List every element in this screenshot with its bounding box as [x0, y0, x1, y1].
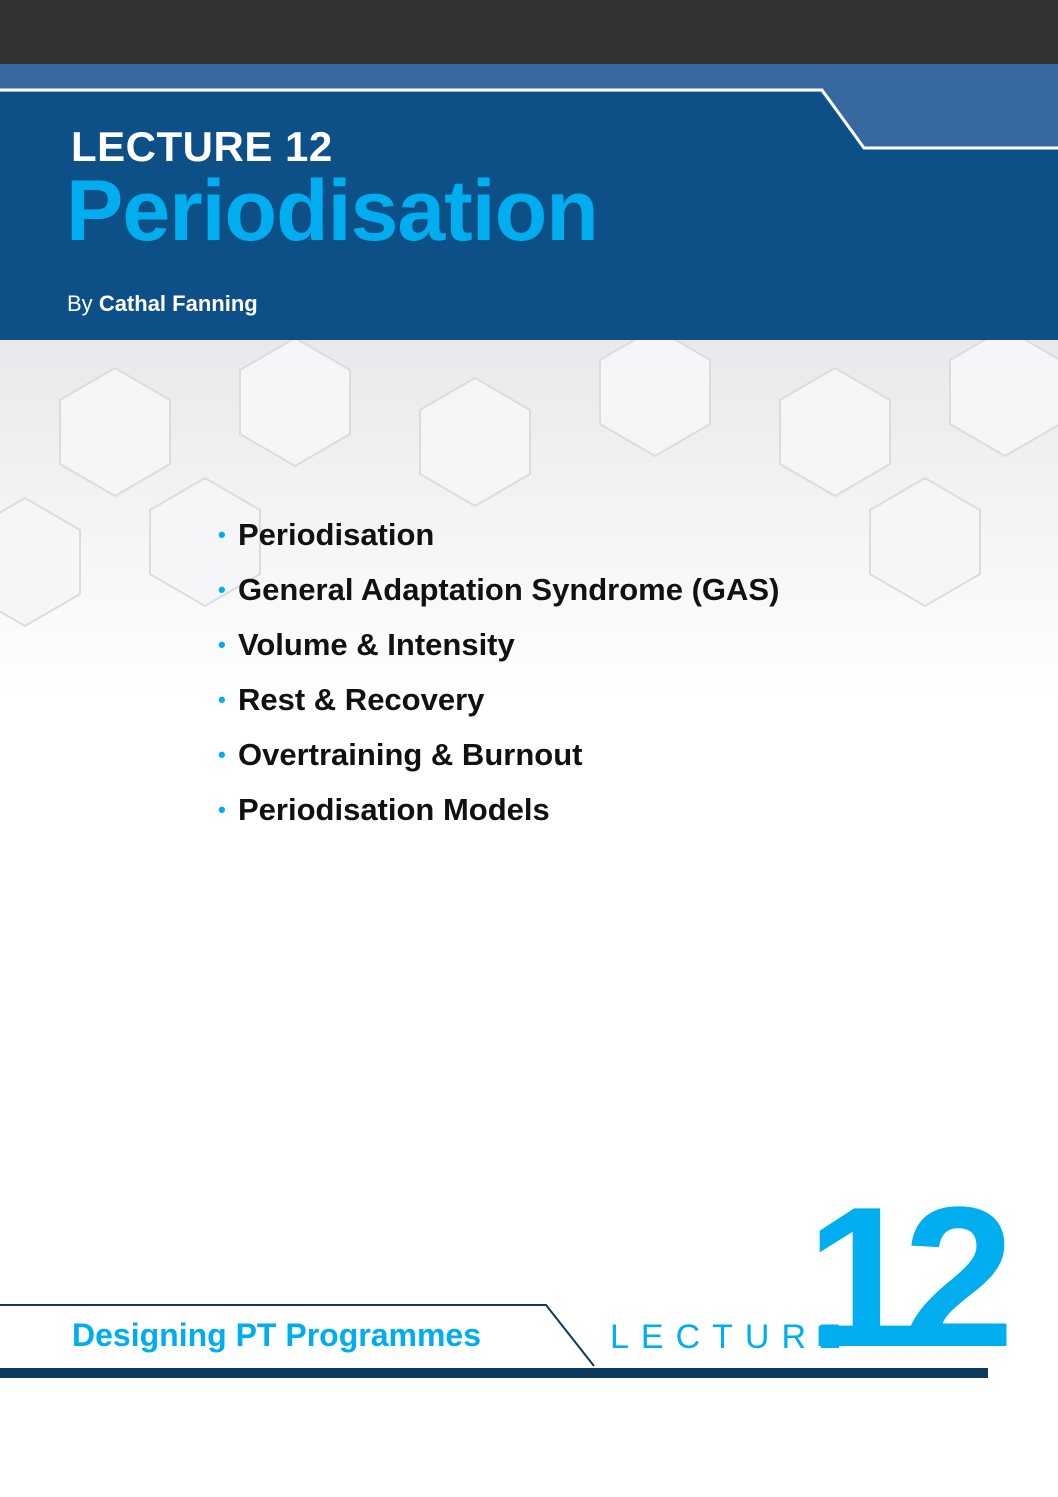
bullet-icon: •	[218, 576, 226, 602]
bullet-icon: •	[218, 521, 226, 547]
bullet-icon: •	[218, 796, 226, 822]
topic-list	[218, 507, 779, 837]
list-item	[218, 727, 779, 782]
bullet-icon: •	[218, 741, 226, 767]
byline-prefix: By	[67, 291, 93, 316]
topic-label: Periodisation Models	[238, 791, 550, 827]
bullet-icon: •	[218, 686, 226, 712]
list-item	[218, 672, 779, 727]
topic-label: Volume & Intensity	[238, 626, 515, 662]
footer-lecture-word: LECTURE	[610, 1318, 853, 1356]
author-name: Cathal Fanning	[98, 291, 258, 316]
footer-lecture-number: 12	[806, 1166, 1001, 1389]
top-dark-bar	[0, 0, 1058, 64]
list-item	[218, 617, 779, 672]
bullet-icon: •	[218, 631, 226, 657]
author-byline	[67, 293, 258, 315]
list-item	[218, 562, 779, 617]
lecture-label: LECTURE 12	[71, 123, 333, 170]
list-item	[218, 782, 779, 837]
topic-label: Overtraining & Burnout	[238, 736, 583, 772]
list-item	[218, 507, 779, 562]
page-title: Periodisation	[66, 163, 598, 259]
topic-label: General Adaptation Syndrome (GAS)	[238, 571, 780, 607]
course-title: Designing PT Programmes	[72, 1317, 481, 1353]
topic-label: Rest & Recovery	[238, 681, 485, 717]
topic-label: Periodisation	[238, 516, 435, 552]
